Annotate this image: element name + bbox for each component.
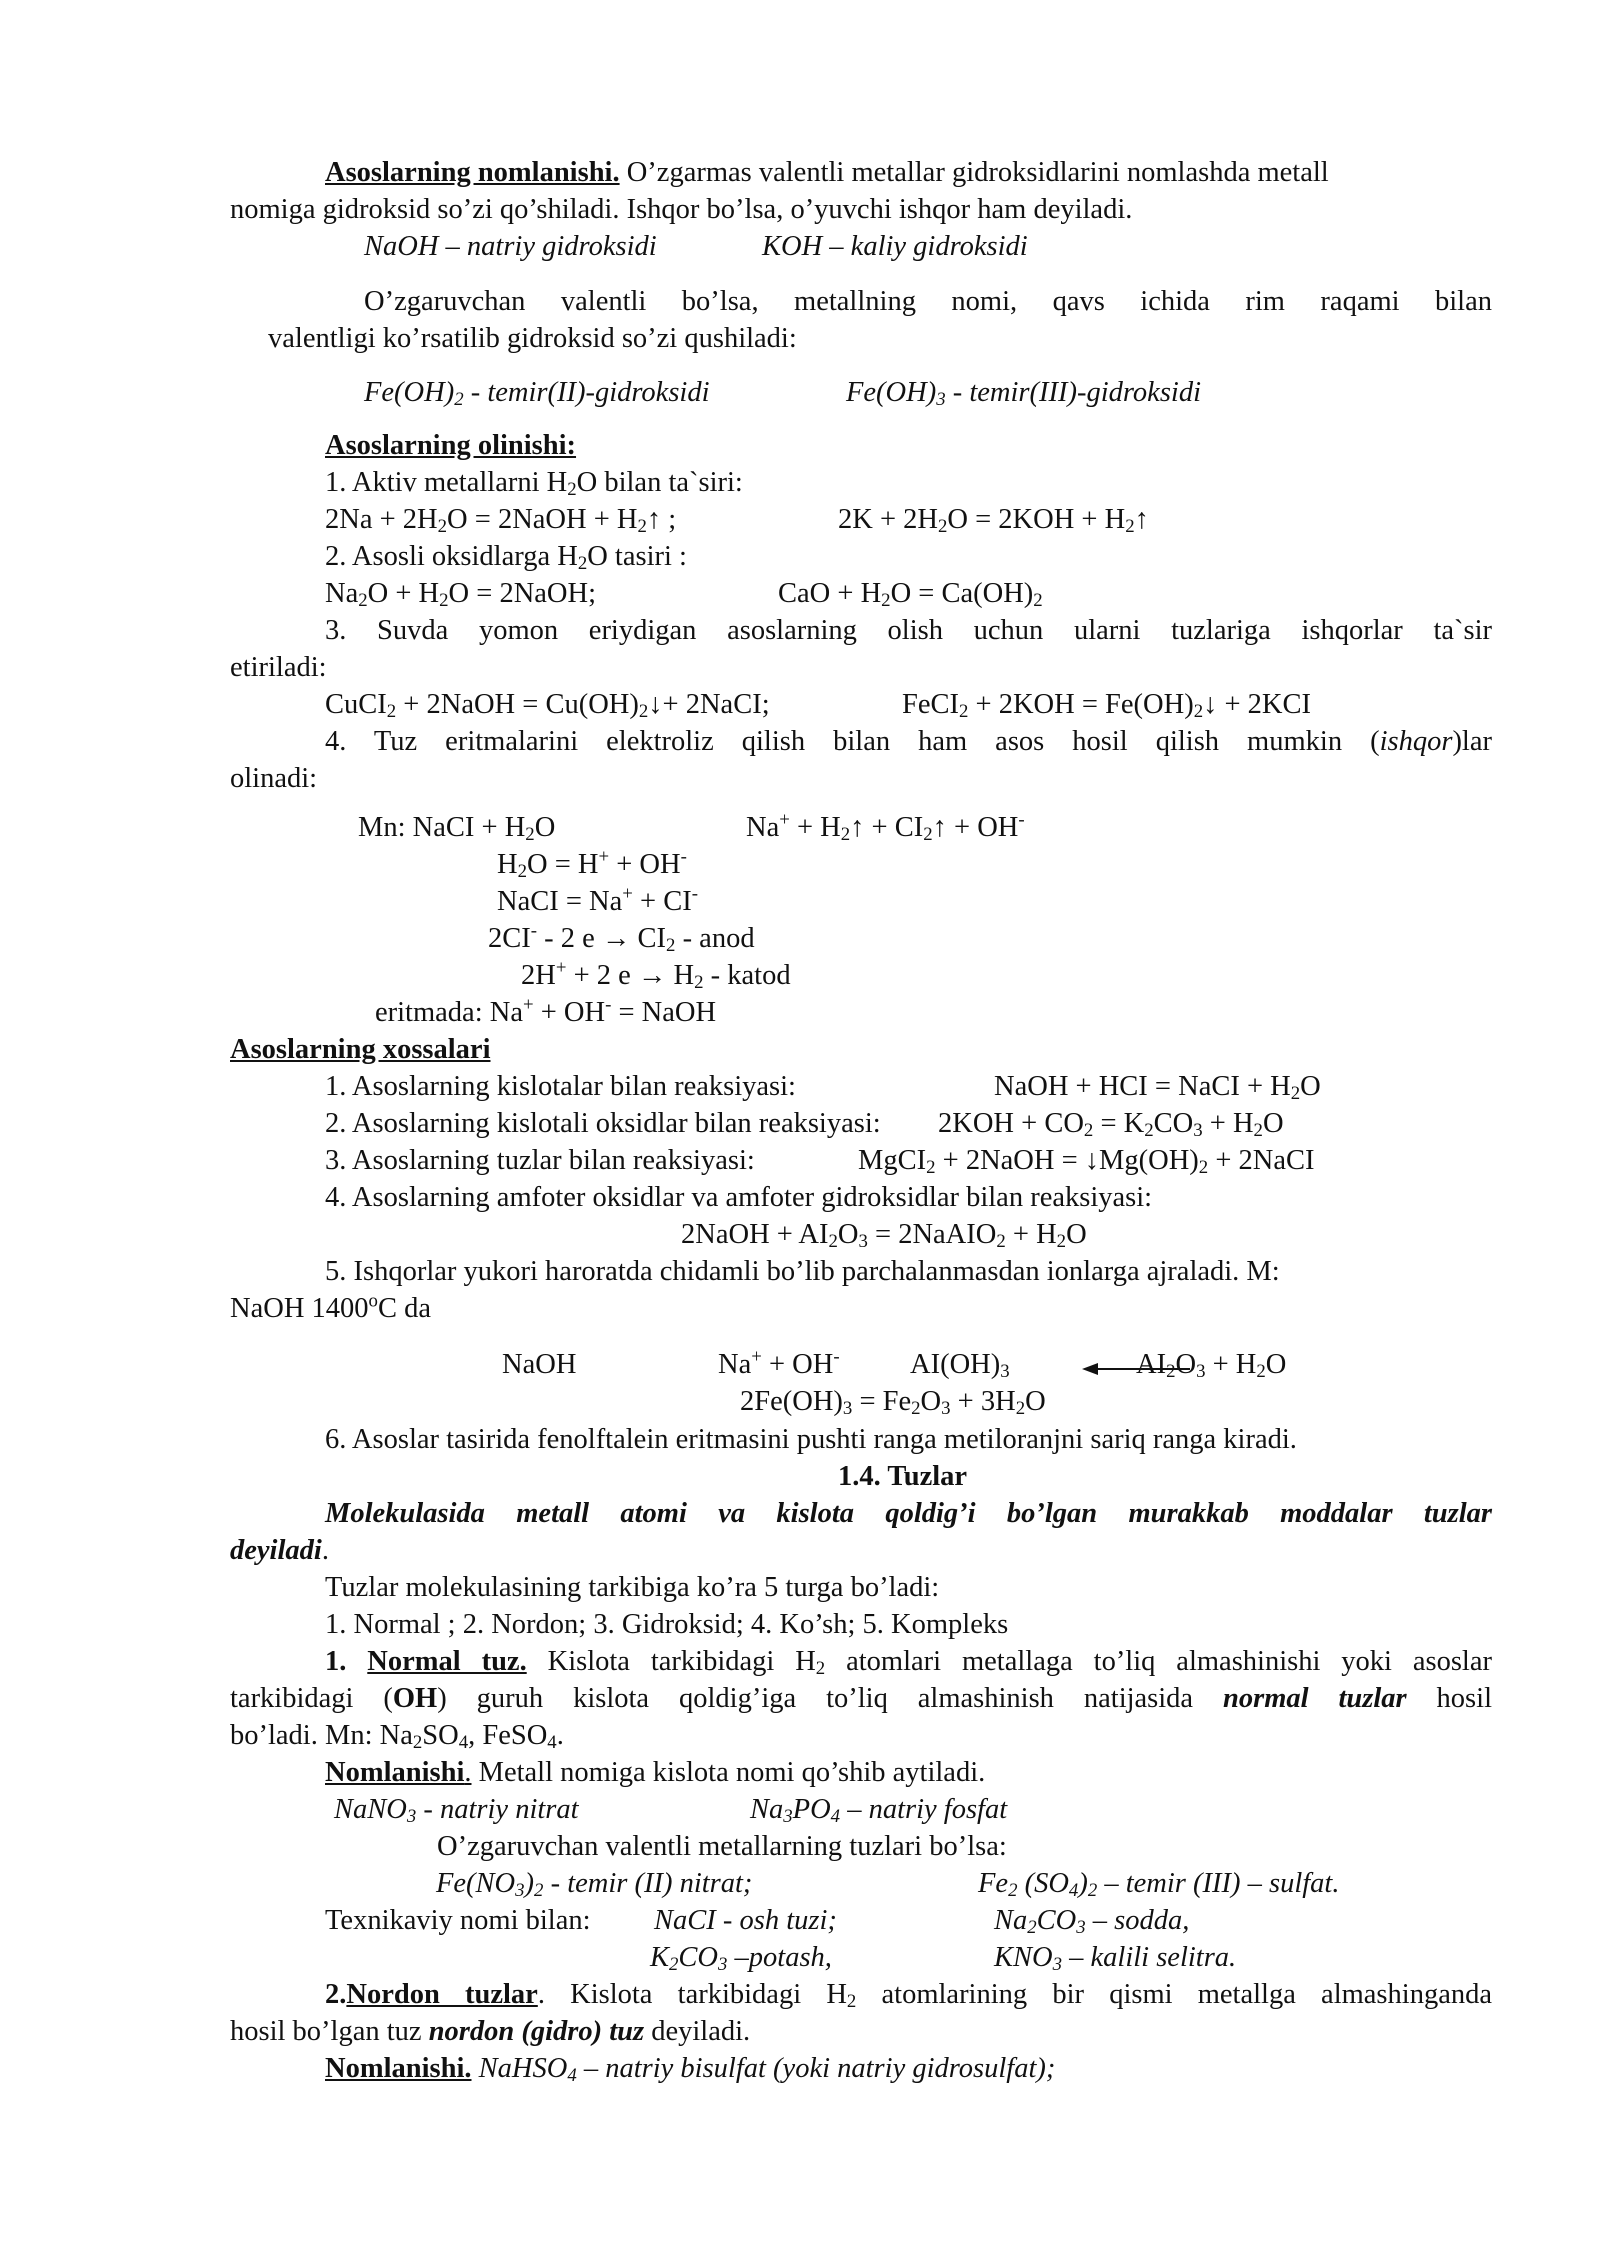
koh-example: KOH – kaliy gidroksidi <box>762 231 1028 262</box>
property1-text: 1. Asoslarning kislotalar bilan reaksiyasi: <box>325 1071 796 1102</box>
nacl-example: NaCI - osh tuzi; <box>654 1905 837 1936</box>
normal-salt-line3: bo’ladi. Mn: $Na_2SO_4$, FeSO$_4$. <box>230 1720 564 1754</box>
nacl-dissociation: NaCI = Na+ + CI- <box>497 883 698 917</box>
method1-eq2: $2K + 2H_2O = 2KOH$ + $H_2↑$ <box>838 504 1149 538</box>
naoh-ions: Na+ + OH- <box>718 1346 840 1380</box>
technical-names-label: Texnikaviy nomi bilan: <box>325 1905 591 1936</box>
electrolysis-lhs: Mn: NaCI + $H_2O$ <box>358 812 556 846</box>
acid-salt-line1: 2.Nordon tuzlar. Kislota tarkibidagi $H_2$ atomlarining bir qismi metallga almashinganda <box>325 1979 1492 2013</box>
kno3-example: $KNO_3$ – kalili selitra. <box>994 1942 1237 1976</box>
normal-salt-line1: 1. Normal tuz. Kislota tarkibidagi $H_2$ atomlari metallaga to’liq almashinishi yoki asoslar <box>325 1646 1492 1680</box>
naming-title: Asoslarning nomlanishi. <box>325 157 620 188</box>
property6-text: 6. Asoslar tasirida fenolftalein eritmasini pushti ranga metiloranjni sariq ranga kiradi. <box>325 1424 1297 1455</box>
acid-salt-naming: Nomlanishi. NaHSO$_4$ – natriy bisulfat (yoki natriy gidrosulfat); <box>325 2053 1056 2087</box>
method2-eq2: CaO + $H_2O = Ca(OH)_2$ <box>778 578 1043 612</box>
property3-eq: MgCI$_2$ + 2NaOH = $↓Mg(OH)_2$ + 2NaCI <box>858 1145 1315 1179</box>
water-dissociation: $H_2O = H^+ + OH^-$ <box>497 846 687 883</box>
salts-heading: 1.4. Tuzlar <box>838 1461 968 1492</box>
property5-line2: NaOH 1400$^o$C da <box>230 1290 431 1324</box>
method2-eq1: $Na_2O + H_2O$ = 2NaOH; <box>325 578 597 612</box>
nano3-example: NaNO$_3$ - natriy nitrat <box>334 1794 579 1828</box>
salts-definition-line1: Molekulasida metall atomi va kislota qoldig’i bo’lgan murakkab moddalar tuzlar <box>325 1498 1492 1529</box>
normal-salt-title: Normal tuz. <box>367 1646 527 1677</box>
feoh3-example: $Fe(OH)_3$ - temir(III)-gidroksidi <box>846 377 1201 411</box>
acid-salt-line2: hosil bo’lgan tuz nordon (gidro) tuz deyiladi. <box>230 2016 751 2047</box>
property2-eq: $2KOH + CO_2 = K_2CO_3 + H_2O$ <box>938 1108 1284 1142</box>
naming-paragraph-line2: nomiga gidroksid so’zi qo’shiladi. Ishqor bo’lsa, o’yuvchi ishqor ham deyiladi. <box>230 194 1133 225</box>
feoh3-decomposition: $2Fe(OH)_3 = Fe_2O_3 + 3H_2O$ <box>740 1386 1046 1420</box>
acid-salt-title: Nordon tuzlar <box>346 1979 538 2010</box>
k2co3-example: $K_2CO_3$ –potash, <box>650 1942 832 1976</box>
naming-rule-line: Nomlanishi. Metall nomiga kislota nomi qo’shib aytiladi. <box>325 1757 986 1788</box>
variable-valence-line2: valentligi ko’rsatilib gidroksid so’zi qushiladi: <box>268 323 797 354</box>
method4-line1: 4. Tuz eritmalarini elektroliz qilish bilan ham asos hosil qilish mumkin (ishqor)lar <box>325 726 1492 757</box>
normal-salt-line2: tarkibidagi (OH) guruh kislota qoldig’iga to’liq almashinish natijasida normal tuzlar hosil <box>230 1683 1492 1714</box>
aloh3-formula: $AI(OH)_3$ <box>910 1349 1010 1383</box>
al2o3-products: $AI_2O_3 + H_2O$ <box>1136 1349 1287 1383</box>
method3-eq1: CuCI$_2$ + 2NaOH = $Cu(OH)_2↓+$ 2NaCI; <box>325 689 770 723</box>
electrolysis-rhs: $Na^+ + H_2↑$ + $CI_2↑ + OH^-$ <box>746 809 1025 846</box>
salt-types-intro: Tuzlar molekulasining tarkibiga ko’ra 5 turga bo’ladi: <box>325 1572 940 1603</box>
method4-line2: olinadi: <box>230 763 318 794</box>
fe-sulfat-example: $Fe_2$ $(SO_4)_2$ – temir (III) – sulfat. <box>978 1868 1340 1902</box>
method2-label: 2. Asosli oksidlarga $H_2O$ tasiri : <box>325 541 687 575</box>
decomposition-arrow-head <box>1082 1363 1098 1375</box>
property1-eq: NaOH + HCI = NaCI + $H_2O$ <box>994 1071 1321 1105</box>
anode-reaction: 2CI- - 2 $e \to CI_2$ - anod <box>488 920 755 957</box>
cathode-reaction: 2H+ + 2 $e \to H_2$ - katod <box>521 957 791 994</box>
preparation-title: Asoslarning olinishi: <box>325 430 577 461</box>
properties-title: Asoslarning xossalari <box>230 1034 491 1065</box>
variable-valence-salts: O’zgaruvchan valentli metallarning tuzlari bo’lsa: <box>437 1831 1007 1862</box>
naoh-example: NaOH – natriy gidroksidi <box>364 231 657 262</box>
salts-definition-line2: deyiladi. <box>230 1535 329 1566</box>
method1-eq1: $2Na + 2H_2O$ = 2NaOH + $H_2↑$ ; <box>325 504 677 538</box>
property4-text: 4. Asoslarning amfoter oksidlar va amfoter gidroksidlar bilan reaksiyasi: <box>325 1182 1153 1213</box>
na2co3-example: $Na_2CO_3$ – sodda, <box>994 1905 1190 1939</box>
naoh-formula: NaOH <box>502 1349 577 1380</box>
feoh2-example: $Fe(OH)_2$ - temir(II)-gidroksidi <box>364 377 710 411</box>
method1-label: 1. Aktiv metallarni $H_2O$ bilan ta`siri: <box>325 467 743 501</box>
method3-line2: etiriladi: <box>230 652 327 683</box>
naming-paragraph-line1: Asoslarning nomlanishi. O’zgarmas valentli metallar gidroksidlarini nomlashda metall <box>325 157 1329 188</box>
property3-text: 3. Asoslarning tuzlar bilan reaksiyasi: <box>325 1145 755 1176</box>
salt-types-list: 1. Normal ; 2. Nordon; 3. Gidroksid; 4. Ko’sh; 5. Kompleks <box>325 1609 1009 1640</box>
method3-line1: 3. Suvda yomon eriydigan asoslarning olish uchun ularni tuzlariga ishqorlar ta`sir <box>325 615 1492 646</box>
method3-eq2: FeCI$_2$ + $2KOH = Fe(OH)_2↓ + 2KCI$ <box>902 689 1312 723</box>
fe-nitrat-example: $Fe(NO_3)_2$ - temir (II) nitrat; <box>436 1868 753 1902</box>
na3po4-example: $Na_3PO_4$ – natriy fosfat <box>750 1794 1008 1828</box>
property5-line1: 5. Ishqorlar yukori haroratda chidamli bo’lib parchalanmasdan ionlarga ajraladi. M: <box>325 1256 1280 1287</box>
property2-text: 2. Asoslarning kislotali oksidlar bilan reaksiyasi: <box>325 1108 881 1139</box>
solution-reaction: eritmada: Na+ + OH- = NaOH <box>375 994 717 1028</box>
property4-eq: 2NaOH + $AI_2O_3$ = 2NaAIO$_2$ + $H_2O$ <box>681 1219 1087 1253</box>
variable-valence-line1: O’zgaruvchan valentli bo’lsa, metallning nomi, qavs ichida rim raqami bilan <box>364 286 1492 317</box>
